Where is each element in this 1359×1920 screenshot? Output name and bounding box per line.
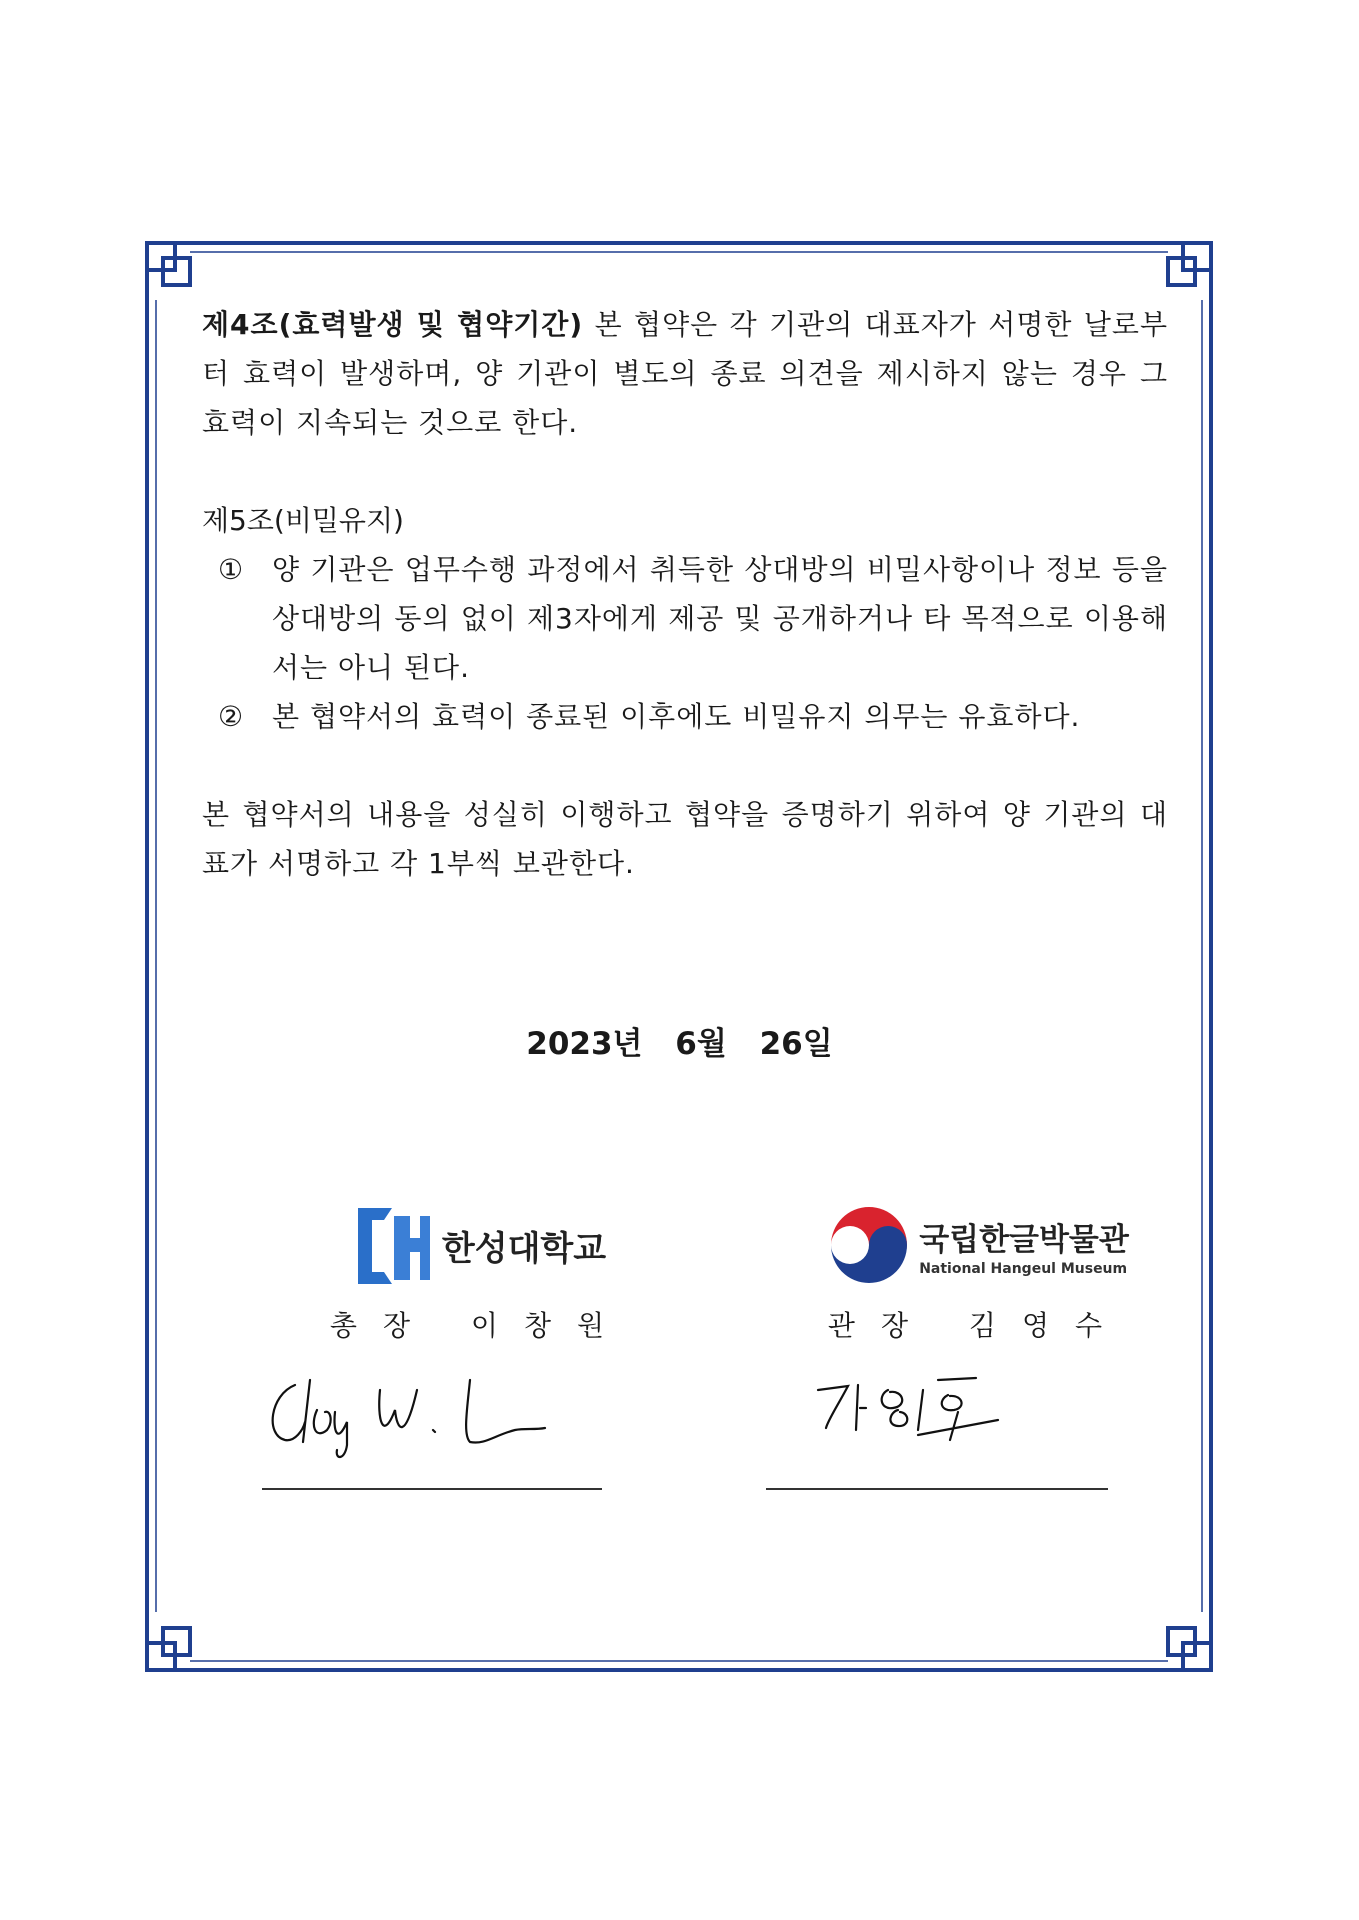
item-number: ② xyxy=(218,700,245,733)
closing-statement: 본 협약서의 내용을 성실히 이행하고 협약을 증명하기 위하여 양 기관의 대표가 서명하고 각 1부씩 보관한다. xyxy=(202,798,1168,880)
hansung-emblem-icon xyxy=(354,1202,434,1288)
museum-name-block xyxy=(919,1214,1129,1277)
hansung-logo xyxy=(270,1200,690,1290)
item-text: 양 기관은 업무수행 과정에서 취득한 상대방의 비밀사항이나 정보 등을 상대방의 동의 없이 제3자에게 제공 및 공개하거나 타 목적으로 이용해서는 아니 된다. xyxy=(272,553,1168,684)
article-5-item xyxy=(202,692,1168,741)
article-4 xyxy=(202,300,1168,447)
museum-logo xyxy=(768,1200,1188,1290)
left-signature-line xyxy=(262,1488,602,1490)
museum-name-ko: 국립한글박물관 xyxy=(919,1221,1129,1258)
taegeuk-emblem-icon xyxy=(827,1203,911,1287)
museum-name-en: National Hangeul Museum xyxy=(919,1260,1128,1277)
party-left xyxy=(270,1200,690,1344)
hansung-name: 한성대학교 xyxy=(441,1228,607,1269)
item-text: 본 협약서의 효력이 종료된 이후에도 비밀유지 의무는 유효하다. xyxy=(272,700,1081,733)
item-number: ① xyxy=(218,553,245,586)
article-4-text: 본 협약은 각 기관의 대표자가 서명한 날로부터 효력이 발생하며, 양 기관이 별도의 종료 의견을 제시하지 않는 경우 그 효력이 지속되는 것으로 한다. xyxy=(202,308,1168,439)
left-handwritten-signature xyxy=(255,1350,615,1460)
article-4-heading: 제4조(효력발생 및 협약기간) xyxy=(202,308,584,341)
left-signatory-title: 총장 이창원 xyxy=(329,1309,631,1342)
right-handwritten-signature xyxy=(798,1350,1058,1460)
article-5-heading: 제5조(비밀유지) xyxy=(202,504,404,537)
article-5-item xyxy=(202,545,1168,692)
agreement-body xyxy=(202,300,1168,888)
right-signatory-title: 관장 김영수 xyxy=(827,1309,1129,1342)
right-signature-line xyxy=(766,1488,1108,1490)
party-right xyxy=(768,1200,1188,1344)
signing-date: 2023년 6월 26일 xyxy=(526,1026,833,1062)
